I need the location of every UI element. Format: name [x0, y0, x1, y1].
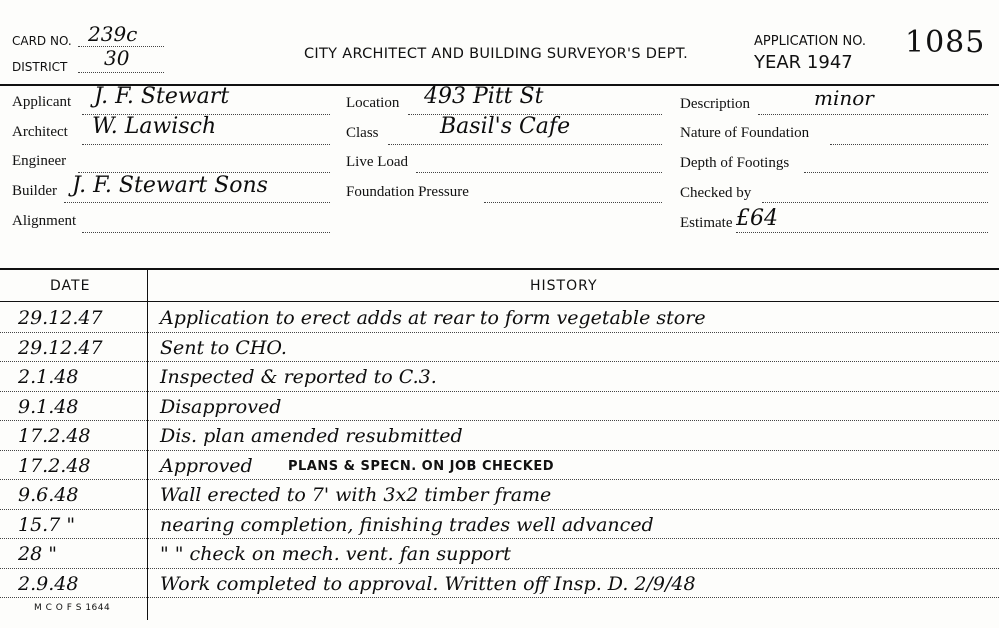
history-row-date: 28 " — [18, 543, 57, 565]
class-value: Basil's Cafe — [440, 114, 571, 139]
description-value: minor — [814, 86, 874, 110]
history-row-text: Application to erect adds at rear to form vegetable store — [160, 307, 706, 329]
history-row-text: nearing completion, finishing trades well advanced — [160, 513, 654, 536]
history-row-text: Disapproved — [160, 395, 282, 418]
history-row-rule — [0, 568, 999, 569]
district-label: DISTRICT — [12, 60, 68, 74]
history-row-date: 29.12.47 — [18, 307, 103, 329]
applicant-label: Applicant — [12, 94, 72, 110]
history-row-date: 9.1.48 — [18, 395, 79, 418]
estimate-label: Estimate — [680, 215, 733, 231]
class-label: Class — [346, 125, 379, 141]
history-row-rule — [0, 509, 999, 510]
alignment-label: Alignment — [12, 213, 77, 229]
builder-value: J. F. Stewart Sons — [72, 173, 268, 198]
history-row-date: 9.6.48 — [18, 484, 79, 506]
history-row-date: 15.7 " — [18, 513, 76, 536]
application-no-value: 1085 — [905, 25, 986, 60]
history-row-stamp: PLANS & SPECN. ON JOB CHECKED — [288, 458, 555, 474]
history-top-rule — [0, 268, 999, 270]
history-row-text: Sent to CHO. — [160, 336, 287, 359]
history-row-date: 29.12.47 — [18, 336, 103, 359]
history-row-date: 2.1.48 — [18, 366, 79, 388]
history-row-rule — [0, 479, 999, 480]
nature-of-foundation-label: Nature of Foundation — [680, 125, 810, 141]
form-code: M C O F S 1644 — [34, 603, 111, 613]
date-header: DATE — [50, 278, 91, 294]
history-row-text: Approved — [160, 454, 253, 477]
history-row-text: Work completed to approval. Written off Insp. D. 2/9/48 — [160, 572, 696, 595]
history-header-rule — [0, 301, 999, 302]
history-row-rule — [0, 391, 999, 392]
history-row-rule — [0, 538, 999, 539]
history-header: HISTORY — [530, 278, 598, 294]
history-row-date: 17.2.48 — [18, 454, 91, 477]
location-label: Location — [346, 95, 400, 111]
location-value: 493 Pitt St — [424, 84, 544, 109]
foundation-pressure-label: Foundation Pressure — [346, 184, 469, 200]
history-row-rule — [0, 597, 999, 598]
history-row-text: Inspected & reported to C.3. — [160, 366, 437, 388]
engineer-label: Engineer — [12, 153, 67, 169]
checked-by-label: Checked by — [680, 185, 752, 201]
history-row-text: " " check on mech. vent. fan support — [160, 543, 511, 565]
card-no-value: 239c — [88, 22, 138, 46]
history-row-text: Dis. plan amended resubmitted — [160, 425, 463, 447]
description-label: Description — [680, 96, 750, 112]
history-row-rule — [0, 361, 999, 362]
history-row-rule — [0, 450, 999, 451]
depth-of-footings-label: Depth of Footings — [680, 155, 790, 171]
builder-label: Builder — [12, 183, 57, 199]
history-row-date: 17.2.48 — [18, 425, 91, 447]
history-row-rule — [0, 332, 999, 333]
year-label: YEAR 1947 — [754, 52, 853, 73]
history-row-date: 2.9.48 — [18, 572, 79, 595]
applicant-value: J. F. Stewart — [94, 84, 230, 109]
application-no-label: APPLICATION NO. — [754, 34, 867, 49]
history-row-rule — [0, 420, 999, 421]
live-load-label: Live Load — [346, 154, 409, 170]
architect-label: Architect — [12, 124, 68, 140]
card-no-label: CARD NO. — [12, 34, 72, 48]
history-row-text: Wall erected to 7' with 3x2 timber frame — [160, 484, 552, 506]
dept-title: CITY ARCHITECT AND BUILDING SURVEYOR'S DEPT. — [304, 46, 689, 62]
architect-value: W. Lawisch — [92, 114, 217, 139]
estimate-value: £64 — [736, 206, 778, 231]
district-value: 30 — [104, 46, 130, 70]
